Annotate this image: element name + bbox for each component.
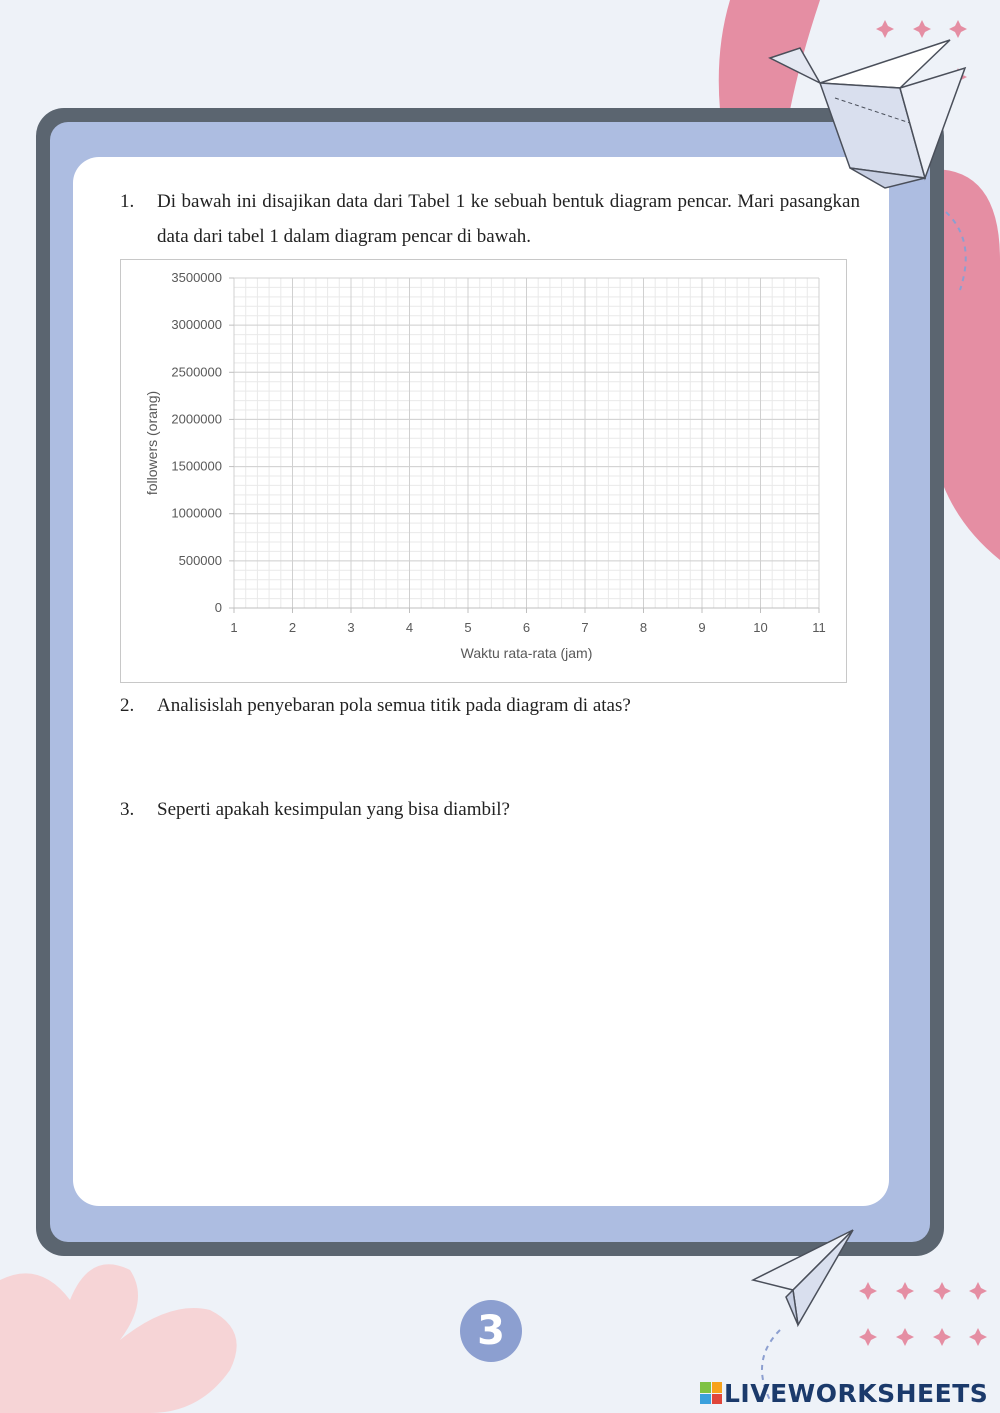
- question-number: 1.: [120, 191, 135, 212]
- y-tick-label: 3000000: [171, 317, 222, 333]
- question-3: [120, 792, 860, 827]
- question-text: Seperti apakah kesimpulan yang bisa diambil?: [157, 799, 510, 820]
- y-tick-label: 500000: [178, 552, 222, 568]
- x-tick-label: 1: [230, 620, 238, 635]
- y-tick-label: 2000000: [171, 411, 222, 427]
- y-tick-label: 2500000: [171, 364, 222, 380]
- scatter-chart: [120, 259, 847, 683]
- x-tick-label: 5: [464, 620, 472, 635]
- x-tick-label: 3: [347, 620, 355, 635]
- paper-plane-icon: [748, 1225, 868, 1335]
- x-tick-label: 10: [753, 620, 768, 635]
- y-tick-label: 0: [214, 600, 222, 615]
- y-tick-label: 1000000: [171, 505, 222, 521]
- question-1: [120, 184, 860, 254]
- origami-bird-icon: [760, 28, 970, 198]
- page-number-badge: 3: [460, 1300, 522, 1362]
- brand-footer[interactable]: [700, 1376, 988, 1410]
- x-axis-title: Waktu rata-rata (jam): [460, 645, 593, 661]
- x-tick-label: 9: [698, 620, 706, 635]
- x-tick-label: 6: [522, 620, 531, 635]
- x-tick-label: 7: [581, 620, 589, 635]
- question-text: Analisislah penyebaran pola semua titik pada diagram di atas?: [157, 695, 631, 716]
- y-axis-title: followers (orang): [144, 390, 160, 496]
- brand-name: LIVEWORKSHEETS: [724, 1378, 989, 1408]
- question-number: 3.: [120, 799, 135, 820]
- question-text: Di bawah ini disajikan data dari Tabel 1 ke sebuah bentuk diagram pencar. Mari pasangkan data dari tabel 1 dalam diagram pencar di bawah.: [157, 191, 860, 247]
- x-tick-label: 2: [288, 620, 297, 635]
- liveworksheets-logo-icon: [700, 1382, 722, 1404]
- x-tick-label: 8: [639, 620, 648, 635]
- question-number: 2.: [120, 695, 135, 716]
- y-tick-label: 3500000: [171, 270, 222, 285]
- x-tick-label: 11: [812, 620, 826, 635]
- y-tick-label: 1500000: [171, 458, 222, 474]
- x-tick-label: 4: [405, 620, 414, 635]
- chart-canvas: [121, 260, 846, 682]
- question-2: [120, 688, 860, 723]
